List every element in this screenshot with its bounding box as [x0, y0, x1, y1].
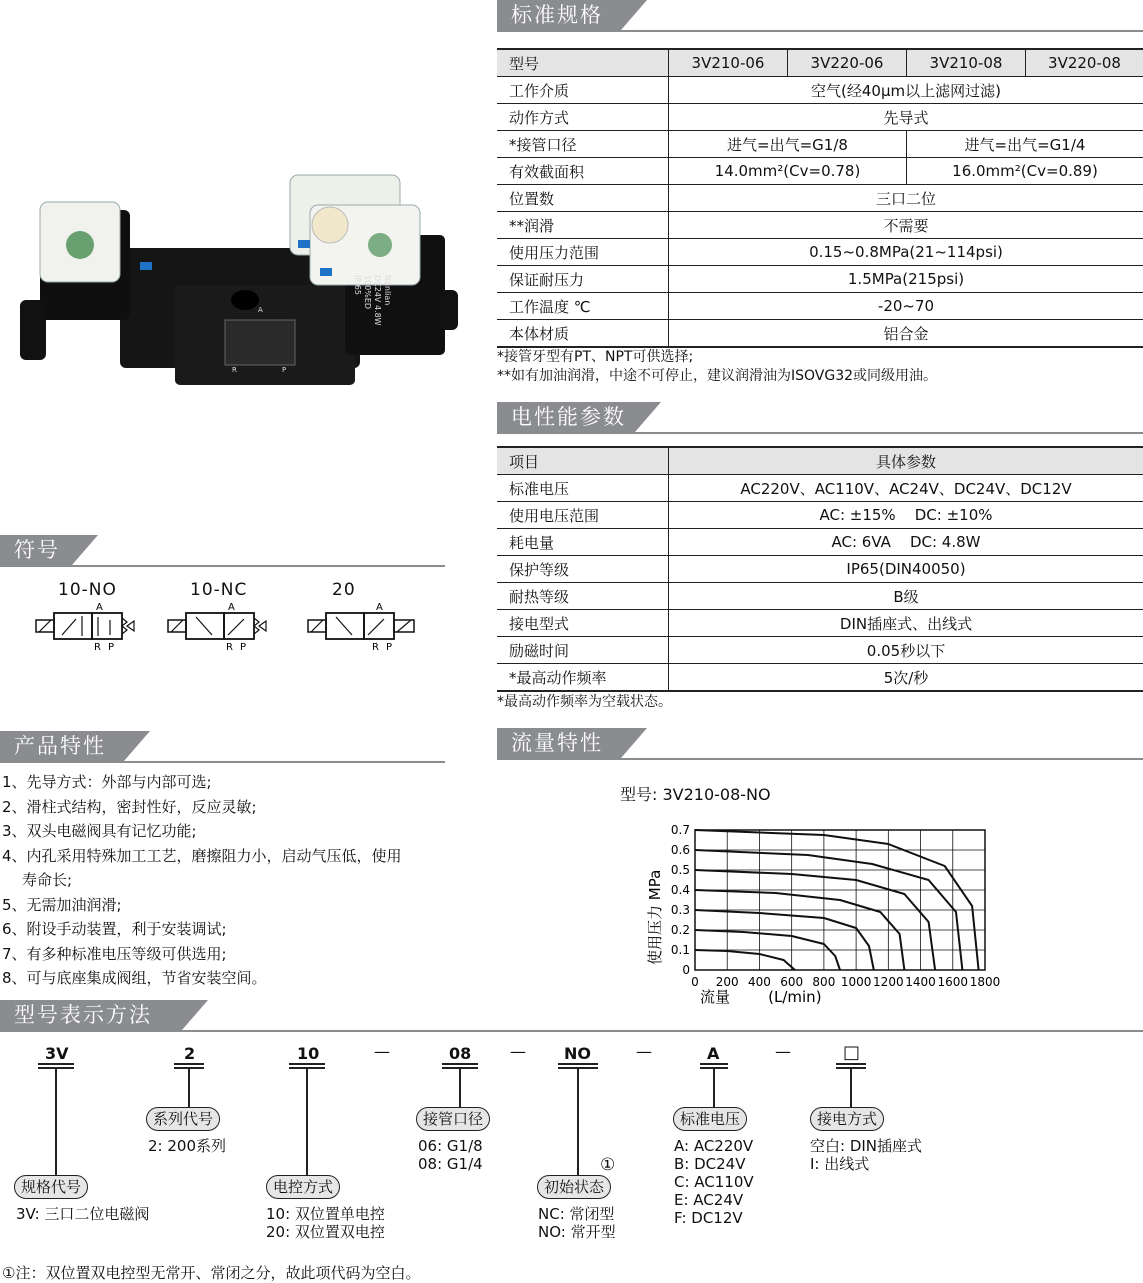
list-item: 1、先导方式：外部与内部可选;	[2, 770, 402, 795]
y-tick-label: 0.4	[671, 883, 690, 897]
x-tick-label: 0	[691, 975, 699, 989]
desc-line: A: AC220V	[674, 1137, 754, 1155]
x-tick-label: 600	[780, 975, 803, 989]
row-value: -20~70	[669, 293, 1143, 320]
head-cell: 项目	[497, 447, 669, 475]
desc-line: 10: 双位置单电控	[266, 1205, 385, 1223]
desc-series	[148, 1137, 226, 1155]
coil-text-3: IP 65	[353, 275, 362, 295]
port-a: A	[96, 602, 103, 613]
x-tick-label: 1400	[905, 975, 936, 989]
desc-port	[418, 1137, 483, 1173]
desc-line: 20: 双位置双电控	[266, 1223, 385, 1241]
desc-line: NC: 常闭型	[538, 1205, 616, 1223]
row-label: 动作方式	[497, 104, 669, 131]
row-value: 铝合金	[669, 320, 1143, 348]
table-row	[497, 158, 1143, 185]
flow-model-line: 型号: 3V210-08-NO	[620, 782, 771, 805]
port-r: R	[94, 642, 101, 652]
y-tick-label: 0.5	[671, 863, 690, 877]
section-header-electrical	[497, 402, 1143, 436]
valve-symbol-20	[302, 600, 427, 652]
section-title: 产品特性	[0, 731, 124, 761]
table-row	[497, 529, 1143, 556]
section-header-features	[0, 731, 445, 765]
coil-text-1: DC24V 4.8W	[373, 275, 382, 326]
table-row	[497, 610, 1143, 637]
desc-voltage	[674, 1137, 754, 1227]
row-value: 三口二位	[669, 185, 1143, 212]
row-label: 保护等级	[497, 556, 669, 583]
code-series-spec: 3V	[45, 1044, 69, 1063]
desc-line: C: AC110V	[674, 1173, 754, 1191]
row-value: 16.0mm²(Cv=0.89)	[907, 158, 1143, 185]
row-value: 0.15~0.8MPa(21~114psi)	[669, 239, 1143, 266]
label-port-size: 接管口径	[416, 1107, 490, 1131]
desc-line: 08: G1/4	[418, 1155, 483, 1173]
valve-symbol-10-no	[30, 600, 140, 652]
row-value: 进气=出气=G1/4	[907, 131, 1143, 158]
chart-x-label: 流量 (L/min)	[700, 988, 822, 1006]
table-row	[497, 320, 1143, 348]
list-item: 2、滑柱式结构，密封性好，反应灵敏;	[2, 795, 402, 820]
row-label: 工作介质	[497, 77, 669, 104]
table-row	[497, 475, 1143, 502]
code-control: 10	[297, 1044, 319, 1063]
section-title: 型号表示方法	[0, 1000, 182, 1030]
list-item: 8、可与底座集成阀组，节省安装空间。	[2, 966, 402, 991]
port-p: P	[108, 642, 114, 652]
desc-line: 2: 200系列	[148, 1137, 226, 1155]
table-row	[497, 447, 1143, 475]
port-r: R	[372, 642, 379, 652]
desc-line: NO: 常开型	[538, 1223, 616, 1241]
row-label: 标准电压	[497, 475, 669, 502]
row-value: 进气=出气=G1/8	[669, 131, 907, 158]
symbol-label-10-nc: 10-NC	[190, 580, 247, 600]
list-item: 5、无需加油润滑;	[2, 893, 402, 918]
desc-line: E: AC24V	[674, 1191, 754, 1209]
desc-initial	[538, 1205, 616, 1241]
coil-brand: Nanlian	[383, 275, 392, 305]
symbol-label-10-no: 10-NO	[58, 580, 117, 600]
row-value: AC: ±15% DC: ±10%	[669, 502, 1143, 529]
row-label: 励磁时间	[497, 637, 669, 664]
row-value: AC: 6VA DC: 4.8W	[669, 529, 1143, 556]
section-header-symbol	[0, 535, 445, 569]
desc-line: 06: G1/8	[418, 1137, 483, 1155]
code-port: 08	[449, 1044, 471, 1063]
port-r: R	[226, 642, 233, 652]
desc-line: B: DC24V	[674, 1155, 754, 1173]
x-tick-label: 800	[812, 975, 835, 989]
section-header-spec	[497, 0, 1143, 34]
label-spec-code: 规格代号	[14, 1175, 88, 1199]
footnote: ①注：双位置双电控型无常开、常闭之分，故此项代码为空白。	[2, 1262, 420, 1283]
section-title: 流量特性	[497, 728, 621, 758]
electrical-table	[497, 446, 1143, 692]
flow-chart	[630, 815, 1040, 1015]
row-label: 有效截面积	[497, 158, 669, 185]
x-tick-label: 1800	[970, 975, 1001, 989]
spec-note-1: *接管牙型有PT、NPT可供选择;	[497, 348, 693, 366]
section-title: 电性能参数	[497, 402, 635, 432]
dash: —	[510, 1042, 526, 1061]
x-tick-label: 1200	[873, 975, 904, 989]
flow-curve-1	[695, 950, 795, 970]
head-cell: 具体参数	[669, 447, 1143, 475]
table-row	[497, 266, 1143, 293]
table-row	[497, 239, 1143, 266]
x-tick-label: 1000	[841, 975, 872, 989]
code-connection: □	[843, 1042, 860, 1063]
section-title: 标准规格	[497, 0, 621, 30]
row-value: 5次/秒	[669, 664, 1143, 692]
row-label: 使用压力范围	[497, 239, 669, 266]
list-item: 7、有多种标准电压等级可供选用;	[2, 942, 402, 967]
table-row	[497, 637, 1143, 664]
flow-curve-5	[695, 870, 935, 970]
label-standard-voltage: 标准电压	[673, 1107, 747, 1131]
spec-note-2: **如有加油润滑，中途不可停止，建议润滑油为ISOVG32或同级用油。	[497, 367, 937, 385]
model-cell: 3V220-08	[1026, 49, 1143, 77]
y-tick-label: 0.6	[671, 843, 690, 857]
port-a: A	[228, 602, 235, 613]
list-item: 6、附设手动装置，利于安装调试;	[2, 917, 402, 942]
symbol-label-20: 20	[332, 580, 356, 600]
section-header-flow	[497, 728, 1143, 762]
port-p: P	[386, 642, 392, 652]
dash: —	[636, 1042, 652, 1061]
model-cell: 3V210-08	[907, 49, 1026, 77]
table-row	[497, 293, 1143, 320]
chart-y-label: 使用压力 MPa	[646, 870, 664, 965]
circle-note-mark: ①	[600, 1155, 615, 1175]
row-label: **润滑	[497, 212, 669, 239]
x-tick-label: 1600	[938, 975, 969, 989]
section-title: 符号	[0, 535, 72, 565]
y-tick-label: 0.7	[671, 823, 690, 837]
y-tick-label: 0	[682, 963, 690, 977]
row-label: 位置数	[497, 185, 669, 212]
list-item: 3、双头电磁阀具有记忆功能;	[2, 819, 402, 844]
port-p: P	[240, 642, 246, 652]
section-header-model-code	[0, 1000, 1143, 1034]
list-item: 4、内孔采用特殊加工工艺，磨擦阻力小，启动气压低，使用	[2, 844, 402, 869]
row-value: AC220V、AC110V、AC24V、DC24V、DC12V	[669, 475, 1143, 502]
y-tick-label: 0.3	[671, 903, 690, 917]
model-cell: 3V210-06	[669, 49, 788, 77]
desc-connection	[810, 1137, 922, 1173]
row-label: 耗电量	[497, 529, 669, 556]
dash: —	[775, 1042, 791, 1061]
desc-line: I: 出线式	[810, 1155, 922, 1173]
row-label: 使用电压范围	[497, 502, 669, 529]
desc-line: 3V: 三口二位电磁阀	[16, 1205, 149, 1223]
table-row	[497, 131, 1143, 158]
row-label: 接电型式	[497, 610, 669, 637]
table-row	[497, 77, 1143, 104]
model-cell: 3V220-06	[788, 49, 907, 77]
desc-spec	[16, 1205, 149, 1223]
table-row	[497, 185, 1143, 212]
desc-control	[266, 1205, 385, 1241]
port-label-p: P	[282, 366, 286, 374]
feature-list	[2, 770, 402, 991]
desc-line: F: DC12V	[674, 1209, 754, 1227]
row-label: 本体材质	[497, 320, 669, 348]
table-row	[497, 556, 1143, 583]
row-label: *接管口径	[497, 131, 669, 158]
product-image	[0, 150, 470, 400]
label-series-code: 系列代号	[146, 1107, 220, 1131]
row-value: IP65(DIN40050)	[669, 556, 1143, 583]
label-initial-state: 初始状态	[537, 1175, 611, 1199]
table-row	[497, 212, 1143, 239]
coil-text-2: 100%ED	[363, 275, 372, 309]
row-value: B级	[669, 583, 1143, 610]
row-value: 14.0mm²(Cv=0.78)	[669, 158, 907, 185]
row-label: *最高动作频率	[497, 664, 669, 692]
row-value: 0.05秒以下	[669, 637, 1143, 664]
code-initial: NO	[564, 1044, 591, 1063]
spec-table	[497, 48, 1143, 348]
table-row	[497, 104, 1143, 131]
row-label: 工作温度 ℃	[497, 293, 669, 320]
electrical-note: *最高动作频率为空载状态。	[497, 693, 672, 711]
dash: —	[374, 1042, 390, 1061]
row-value: DIN插座式、出线式	[669, 610, 1143, 637]
port-label-a: A	[258, 306, 263, 314]
row-value: 不需要	[669, 212, 1143, 239]
table-row	[497, 664, 1143, 692]
x-tick-label: 200	[716, 975, 739, 989]
y-tick-label: 0.1	[671, 943, 690, 957]
code-series: 2	[184, 1044, 195, 1063]
model-label: 型号	[497, 49, 669, 77]
code-voltage: A	[707, 1044, 719, 1063]
row-value: 空气(经40μm以上滤网过滤)	[669, 77, 1143, 104]
port-label-r: R	[232, 366, 237, 374]
valve-symbol-10-nc	[162, 600, 272, 652]
list-item: 寿命长;	[2, 868, 402, 893]
row-label: 耐热等级	[497, 583, 669, 610]
port-a: A	[376, 602, 383, 613]
x-tick-label: 400	[748, 975, 771, 989]
row-label: 保证耐压力	[497, 266, 669, 293]
label-connection-type: 接电方式	[810, 1107, 884, 1131]
table-row	[497, 49, 1143, 77]
table-row	[497, 583, 1143, 610]
row-value: 1.5MPa(215psi)	[669, 266, 1143, 293]
row-value: 先导式	[669, 104, 1143, 131]
table-row	[497, 502, 1143, 529]
y-tick-label: 0.2	[671, 923, 690, 937]
label-control-method: 电控方式	[266, 1175, 340, 1199]
desc-line: 空白: DIN插座式	[810, 1137, 922, 1155]
